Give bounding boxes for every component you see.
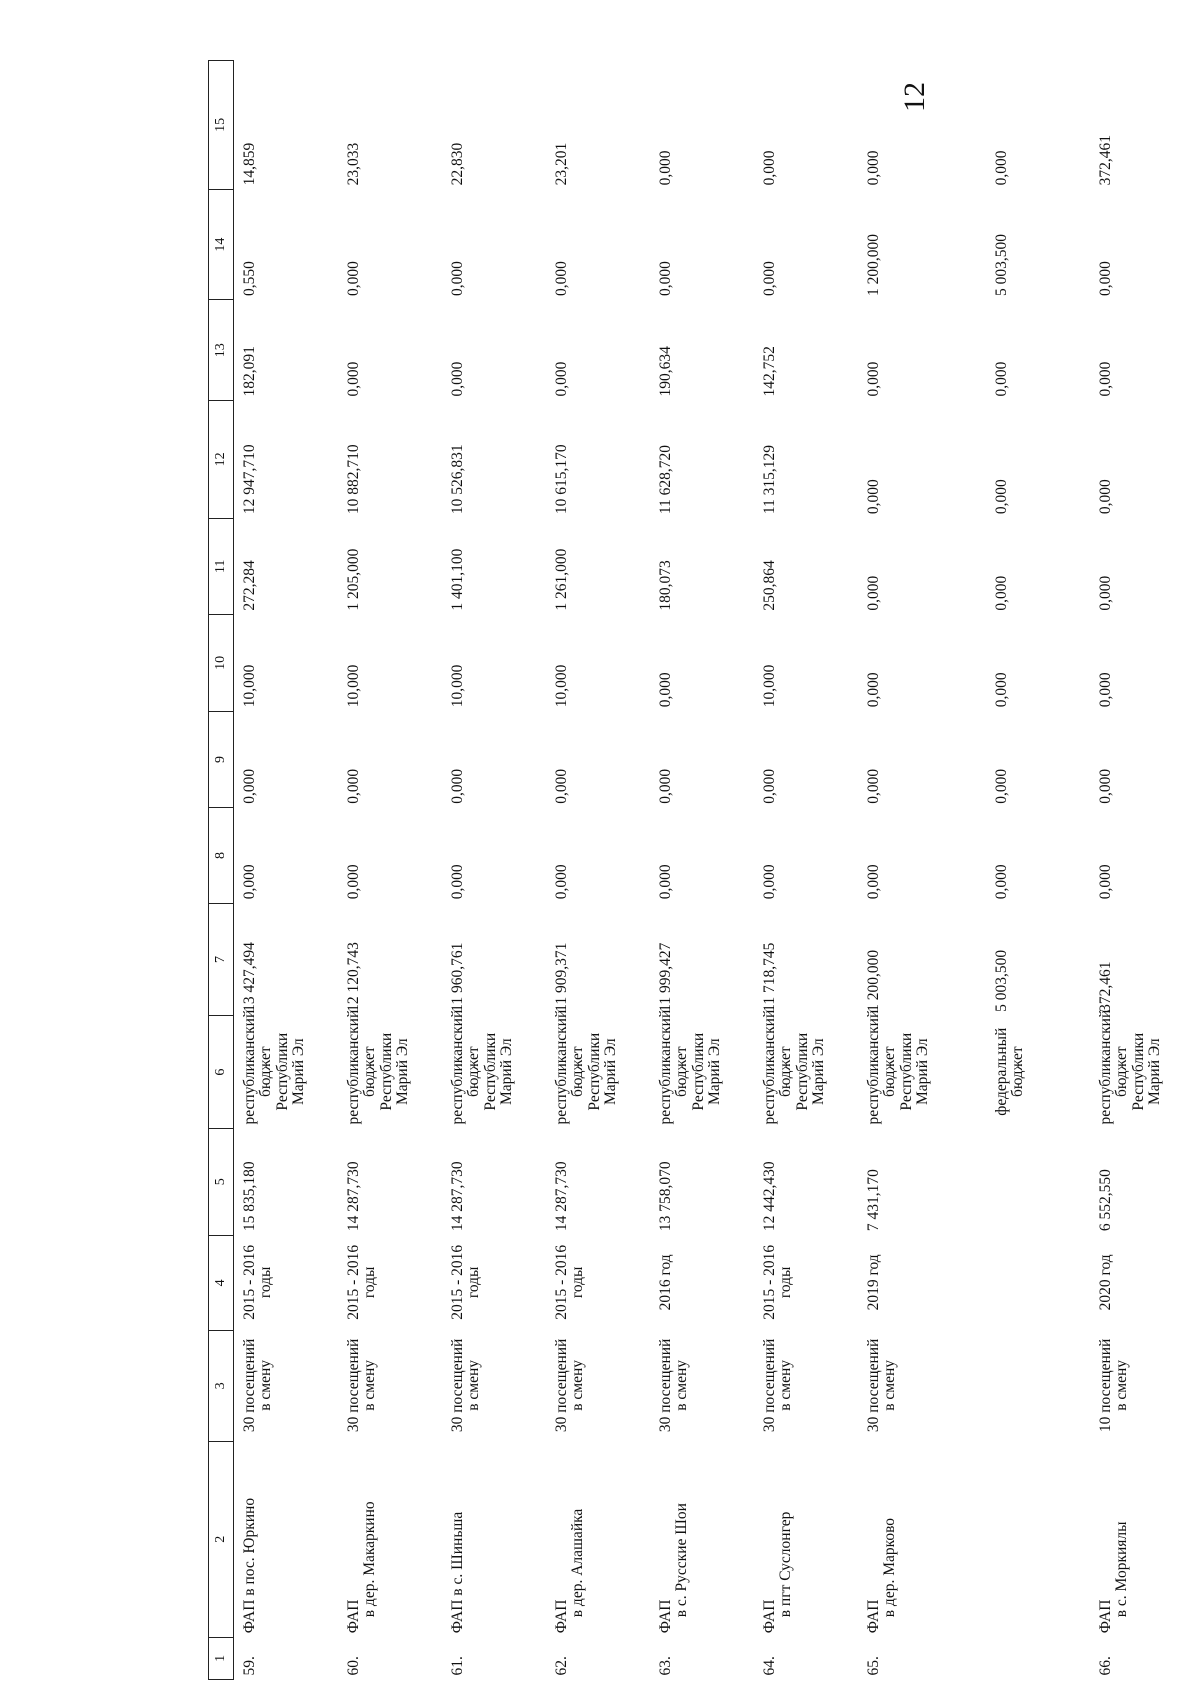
value-9: 0,000 [449, 768, 466, 804]
funding-source-line: республиканский [761, 1009, 778, 1125]
funding-source [650, 1009, 754, 1129]
facility-name-line: ФАП в с. Шиньша [449, 1511, 466, 1634]
funding-source-line: бюджет [777, 1046, 795, 1098]
facility-name-line: в с. Русские Шои [673, 1503, 691, 1618]
value-8: 0,000 [761, 864, 778, 900]
capacity: 30 посещений в смену [761, 1338, 795, 1433]
value-14: 0,000 [449, 261, 466, 296]
value-15: 23,201 [553, 142, 570, 186]
total-cost: 14 287,730 [345, 1161, 362, 1232]
document-sheet [208, 60, 1163, 1680]
funding-source-line: бюджет [569, 1046, 587, 1098]
value-15: 0,000 [993, 150, 1010, 186]
value-7: 372,461 [1097, 961, 1114, 1012]
value-10: 0,000 [865, 672, 882, 708]
value-13: 190,634 [657, 346, 674, 397]
value-12: 10 526,831 [449, 444, 466, 515]
construction-period: 2015 - 2016 годы [553, 1244, 587, 1320]
construction-period: 2015 - 2016 годы [449, 1244, 483, 1320]
funding-source [338, 1009, 442, 1129]
value-11: 1 401,100 [449, 548, 466, 611]
column-header-6: 6 [209, 1016, 234, 1129]
value-7: 12 120,743 [345, 942, 362, 1012]
funding-source-line: Республики [793, 1032, 811, 1111]
value-10: 0,000 [1097, 672, 1114, 708]
value-9: 0,000 [657, 768, 674, 804]
funding-source [754, 1009, 858, 1129]
value-9: 0,000 [345, 768, 362, 804]
funding-source [442, 1009, 546, 1129]
capacity: 30 посещений в смену [553, 1338, 587, 1433]
funding-source-line: республиканский [865, 1009, 882, 1125]
table-row [338, 61, 442, 1680]
total-cost: 13 758,070 [657, 1161, 674, 1232]
funding-source-line: Марий Эл [497, 1038, 515, 1105]
funding-source-line: Республики [377, 1032, 395, 1111]
value-14: 0,000 [553, 261, 570, 296]
value-11: 1 261,000 [553, 548, 570, 611]
facility-name-line: ФАП [553, 1599, 570, 1634]
facility-name-line: ФАП в пос. Юркино [241, 1497, 258, 1634]
value-9: 0,000 [553, 768, 570, 804]
facility-name [650, 1441, 754, 1637]
funding-source-line: Марий Эл [913, 1038, 931, 1105]
value-8: 0,000 [449, 864, 466, 900]
value-14: 1 200,000 [865, 233, 882, 296]
total-cost: 12 442,430 [761, 1161, 778, 1232]
value-8: 0,000 [1097, 864, 1114, 900]
funding-source-line: Марий Эл [289, 1038, 307, 1105]
funding-source-line: Марий Эл [705, 1038, 723, 1105]
funding-source-line: бюджет [361, 1046, 379, 1098]
total-cost: 14 287,730 [553, 1161, 570, 1232]
value-10: 10,000 [761, 664, 778, 708]
table-row [858, 61, 986, 1680]
value-12: 11 628,720 [657, 444, 674, 515]
column-header-5: 5 [209, 1128, 234, 1235]
row-number: 66. [1097, 1656, 1114, 1676]
facility-name-line: ФАП [657, 1599, 674, 1634]
capacity: 30 посещений в смену [865, 1338, 899, 1433]
column-number-header [209, 61, 234, 1680]
funding-source [1090, 1009, 1194, 1129]
funding-source-line: республиканский [449, 1009, 466, 1125]
value-10: 0,000 [657, 672, 674, 708]
funding-source-line: Республики [1129, 1032, 1147, 1111]
row-number: 59. [241, 1656, 258, 1676]
facility-name-line: ФАП [865, 1599, 882, 1634]
funding-source-line: бюджет [465, 1046, 483, 1098]
facility-name-line: в дер. Марково [881, 1517, 899, 1618]
value-13: 0,000 [1097, 361, 1114, 397]
value-10: 10,000 [241, 664, 258, 708]
funding-source [858, 1009, 986, 1129]
funding-source-line: бюджет [673, 1046, 691, 1098]
value-14: 5 003,500 [993, 233, 1010, 296]
column-header-3: 3 [209, 1331, 234, 1442]
funding-source-line: Республики [897, 1032, 915, 1111]
funding-source-line: республиканский [1097, 1009, 1114, 1125]
construction-period: 2015 - 2016 годы [241, 1244, 275, 1320]
funding-source-line: республиканский [241, 1009, 258, 1125]
value-9: 0,000 [241, 768, 258, 804]
value-7: 5 003,500 [993, 949, 1010, 1012]
value-15: 23,033 [345, 142, 362, 186]
column-header-13: 13 [209, 300, 234, 401]
value-14: 0,000 [657, 261, 674, 296]
value-11: 180,073 [657, 560, 674, 611]
funding-source-line: Республики [273, 1032, 291, 1111]
facility-name-line: ФАП [345, 1599, 362, 1634]
column-header-12: 12 [209, 400, 234, 518]
value-15: 0,000 [865, 150, 882, 186]
value-13: 0,000 [993, 361, 1010, 397]
facility-name-line: в пгт Суслонгер [777, 1511, 795, 1618]
facility-name [1090, 1441, 1194, 1637]
value-15: 14,859 [241, 142, 258, 186]
value-14: 0,000 [761, 261, 778, 296]
value-13: 0,000 [553, 361, 570, 397]
value-9: 0,000 [993, 768, 1010, 804]
funding-source-line: федеральный [993, 1027, 1010, 1116]
column-header-15: 15 [209, 61, 234, 190]
table-body [234, 61, 1195, 1680]
value-8: 0,000 [553, 864, 570, 900]
row-number: 62. [553, 1656, 570, 1676]
construction-period: 2015 - 2016 годы [761, 1244, 795, 1320]
facility-name-line: в дер. Алашайка [569, 1508, 587, 1618]
row-number: 60. [345, 1656, 362, 1676]
value-10: 10,000 [449, 664, 466, 708]
value-7: 1 200,000 [865, 949, 882, 1012]
value-7: 11 960,761 [449, 942, 466, 1012]
page-number: 12 [898, 82, 931, 112]
value-12: 12 947,710 [241, 444, 258, 515]
facility-name [546, 1441, 650, 1637]
total-cost: 15 835,180 [241, 1161, 258, 1232]
value-14: 0,000 [1097, 261, 1114, 296]
capacity: 10 посещений в смену [1097, 1338, 1131, 1433]
funding-source [546, 1009, 650, 1129]
row-number: 63. [657, 1656, 674, 1676]
construction-period: 2016 год [657, 1254, 674, 1311]
row-number: 65. [865, 1656, 882, 1676]
table-row [650, 61, 754, 1680]
value-14: 0,000 [345, 261, 362, 296]
value-13: 0,000 [345, 361, 362, 397]
budget-table [208, 60, 1194, 1680]
facility-name-line: в с. Моркиялы [1113, 1521, 1131, 1618]
value-8: 0,000 [345, 864, 362, 900]
capacity: 30 посещений в смену [345, 1338, 379, 1433]
value-8: 0,000 [993, 864, 1010, 900]
facility-name [442, 1441, 546, 1637]
value-12: 0,000 [1097, 479, 1114, 515]
value-15: 0,000 [761, 150, 778, 186]
value-15: 22,830 [449, 142, 466, 186]
funding-source-line: Марий Эл [809, 1038, 827, 1105]
facility-name [338, 1441, 442, 1637]
value-10: 10,000 [345, 664, 362, 708]
facility-name-line: в дер. Макаркино [361, 1501, 379, 1618]
column-header-9: 9 [209, 711, 234, 808]
value-7: 13 427,494 [241, 942, 258, 1012]
funding-source [234, 1009, 339, 1129]
total-cost: 14 287,730 [449, 1161, 466, 1232]
funding-source-line: Республики [689, 1032, 707, 1111]
row-number: 61. [449, 1656, 466, 1676]
value-11: 250,864 [761, 560, 778, 611]
value-9: 0,000 [865, 768, 882, 804]
funding-source-line: Республики [481, 1032, 499, 1111]
capacity: 30 посещений в смену [449, 1338, 483, 1433]
value-9: 0,000 [761, 768, 778, 804]
value-13: 0,000 [449, 361, 466, 397]
facility-name [858, 1441, 1090, 1637]
value-11: 0,000 [993, 575, 1010, 611]
value-11: 0,000 [1097, 575, 1114, 611]
funding-source-line: Марий Эл [601, 1038, 619, 1105]
capacity: 30 посещений в смену [241, 1338, 275, 1433]
funding-source-line: Марий Эл [1145, 1038, 1163, 1105]
funding-source-line: бюджет [257, 1046, 275, 1098]
value-8: 0,000 [241, 864, 258, 900]
funding-source-line: республиканский [553, 1009, 570, 1125]
value-8: 0,000 [865, 864, 882, 900]
total-cost: 6 552,550 [1097, 1169, 1114, 1232]
column-header-8: 8 [209, 808, 234, 904]
value-9: 0,000 [1097, 768, 1114, 804]
funding-source [986, 1016, 1090, 1129]
value-7: 11 999,427 [657, 942, 674, 1012]
funding-source-line: Марий Эл [393, 1038, 411, 1105]
value-12: 10 882,710 [345, 444, 362, 515]
column-header-11: 11 [209, 518, 234, 615]
facility-name [754, 1441, 858, 1637]
value-7: 11 718,745 [761, 942, 778, 1012]
total-cost: 7 431,170 [865, 1169, 882, 1232]
column-header-10: 10 [209, 615, 234, 712]
funding-source-line: республиканский [345, 1009, 362, 1125]
value-12: 0,000 [865, 479, 882, 515]
table-row [754, 61, 858, 1680]
facility-name-line: ФАП [1097, 1599, 1114, 1634]
value-12: 11 315,129 [761, 444, 778, 515]
construction-period: 2015 - 2016 годы [345, 1244, 379, 1320]
table-row [442, 61, 546, 1680]
column-header-14: 14 [209, 189, 234, 300]
value-15: 372,461 [1097, 134, 1114, 186]
value-11: 0,000 [865, 575, 882, 611]
value-10: 10,000 [553, 664, 570, 708]
value-14: 0,550 [241, 261, 258, 296]
row-number: 64. [761, 1656, 778, 1676]
funding-source-line: республиканский [657, 1009, 674, 1125]
column-header-2: 2 [209, 1441, 234, 1637]
capacity: 30 посещений в смену [657, 1338, 691, 1433]
funding-source-line: Республики [585, 1032, 603, 1111]
value-10: 0,000 [993, 672, 1010, 708]
funding-source-line: бюджет [881, 1046, 899, 1098]
table-row [546, 61, 650, 1680]
facility-name [234, 1441, 339, 1637]
facility-name-line: ФАП [761, 1599, 778, 1634]
table-row [1090, 61, 1194, 1680]
construction-period: 2019 год [865, 1254, 882, 1311]
value-7: 11 909,371 [553, 942, 570, 1012]
value-13: 182,091 [241, 346, 258, 397]
column-header-4: 4 [209, 1235, 234, 1331]
value-13: 142,752 [761, 346, 778, 397]
column-header-7: 7 [209, 903, 234, 1016]
column-header-1: 1 [209, 1637, 234, 1679]
value-11: 272,284 [241, 560, 258, 611]
value-13: 0,000 [865, 361, 882, 397]
funding-source-line: бюджет [1009, 1046, 1027, 1098]
value-12: 10 615,170 [553, 444, 570, 515]
value-12: 0,000 [993, 479, 1010, 515]
construction-period: 2020 год [1097, 1254, 1114, 1311]
value-15: 0,000 [657, 150, 674, 186]
table-row [234, 61, 339, 1680]
value-8: 0,000 [657, 864, 674, 900]
value-11: 1 205,000 [345, 548, 362, 611]
funding-source-line: бюджет [1113, 1046, 1131, 1098]
